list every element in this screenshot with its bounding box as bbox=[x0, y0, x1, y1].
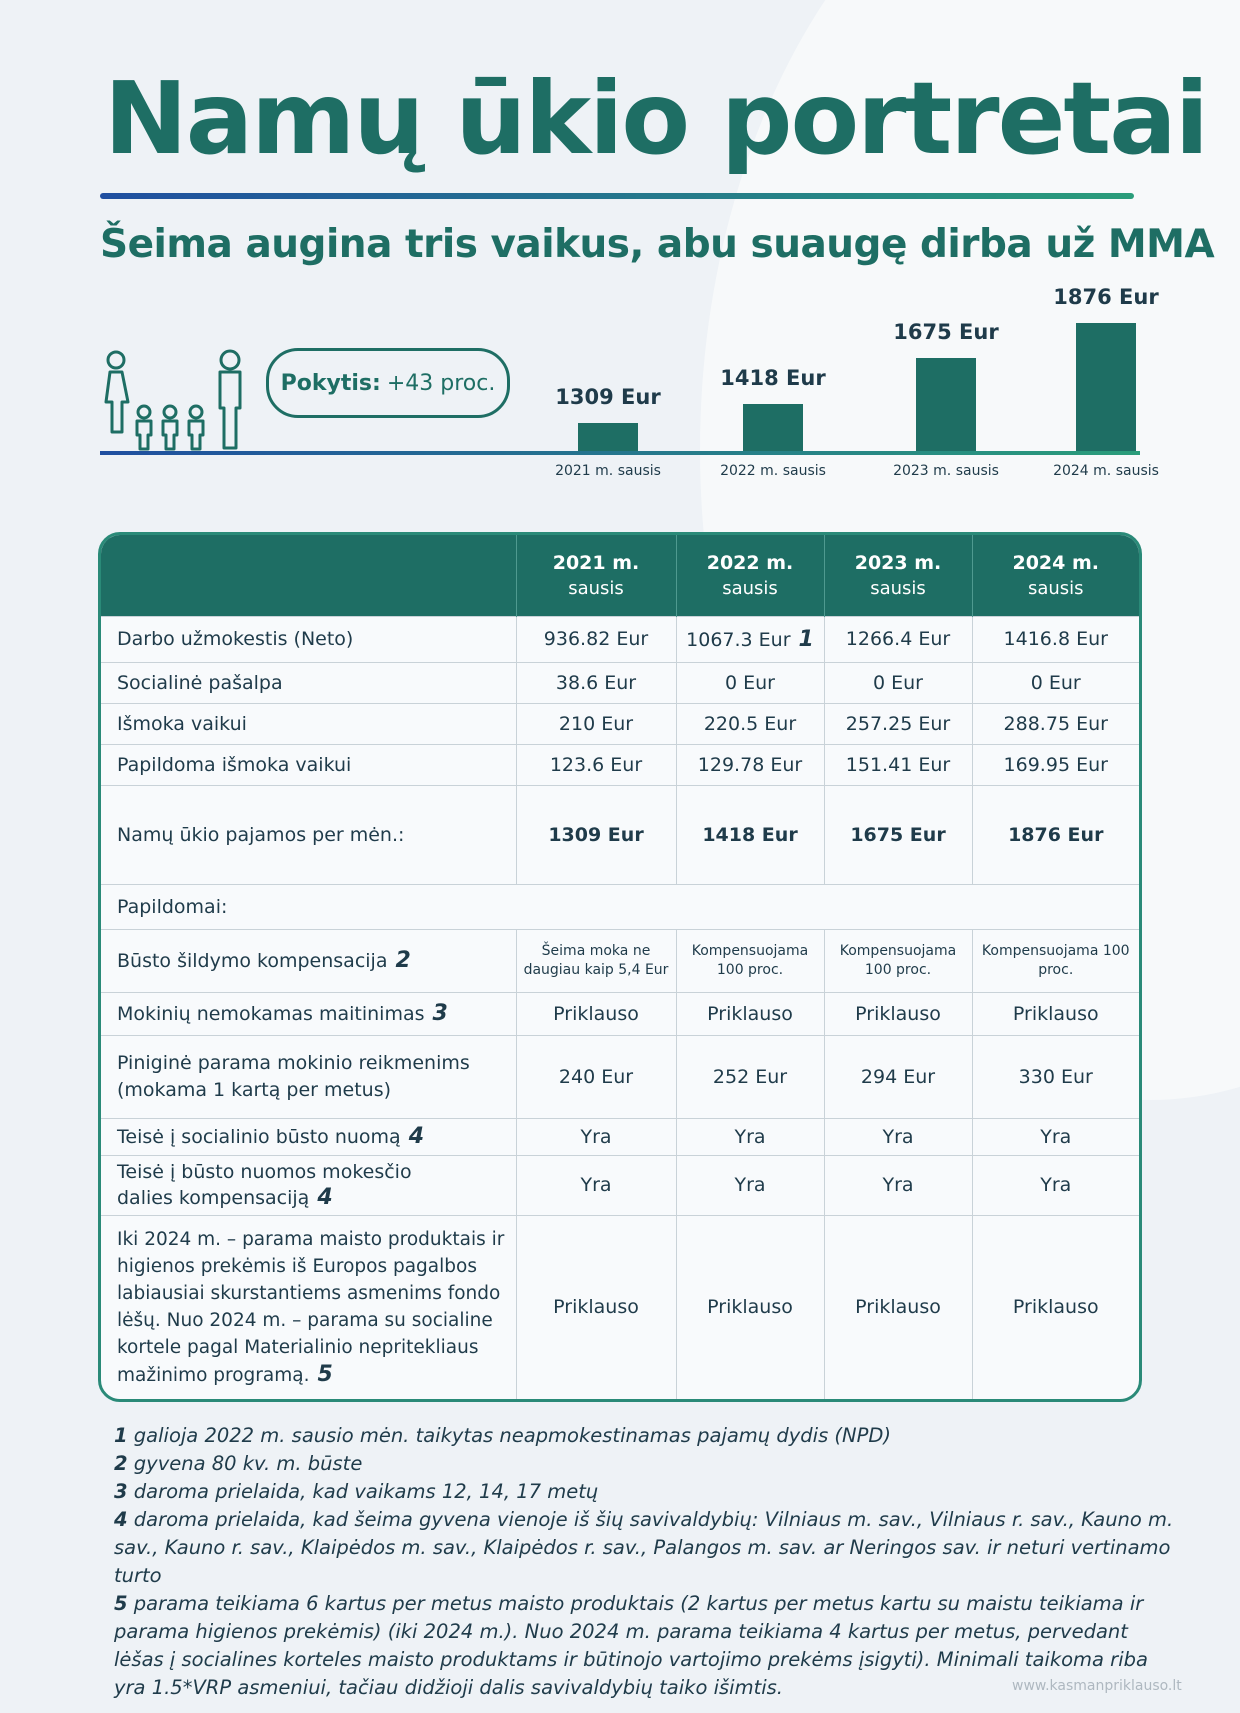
title-divider bbox=[100, 193, 1134, 199]
table-header-empty bbox=[101, 535, 516, 616]
table-cell: Priklauso bbox=[824, 992, 972, 1035]
table-cell: 1418 Eur bbox=[676, 785, 824, 884]
footnote-marker: 4 bbox=[317, 1184, 333, 1210]
table-cell: Priklauso bbox=[972, 992, 1139, 1035]
table-row-income bbox=[101, 785, 1139, 884]
table-header-2023 bbox=[824, 535, 972, 616]
row-label: Papildoma išmoka vaikui bbox=[101, 744, 516, 785]
table-cell: Yra bbox=[824, 1155, 972, 1215]
footnote-marker: 4 bbox=[408, 1124, 425, 1149]
table-cell: Yra bbox=[516, 1155, 676, 1215]
table-cell: 0 Eur bbox=[972, 662, 1139, 703]
bar-category-2021: 2021 m. sausis bbox=[555, 463, 661, 479]
bar-category-2022: 2022 m. sausis bbox=[720, 463, 826, 479]
table-cell: Yra bbox=[824, 1118, 972, 1155]
table-cell: 240 Eur bbox=[516, 1035, 676, 1118]
footnote-marker: 5 bbox=[317, 1361, 333, 1387]
table-cell: 169.95 Eur bbox=[972, 744, 1139, 785]
bar-value-label-2023: 1675 Eur bbox=[893, 320, 999, 345]
bar-2024 bbox=[1076, 323, 1136, 451]
table-row-meals bbox=[101, 992, 1139, 1035]
row-label bbox=[101, 1215, 516, 1399]
table-cell: 210 Eur bbox=[516, 703, 676, 744]
footnote-marker: 3 bbox=[432, 1001, 448, 1026]
row-label bbox=[101, 1155, 516, 1215]
table-cell: 330 Eur bbox=[972, 1035, 1139, 1118]
table-cell: Šeima moka ne daugiau kaip 5,4 Eur bbox=[516, 929, 676, 992]
table-row-housing bbox=[101, 1118, 1139, 1155]
table-cell bbox=[676, 616, 824, 662]
table-cell: Priklauso bbox=[516, 1215, 676, 1399]
footnote-number: 3 bbox=[114, 1480, 128, 1503]
table-cell: 0 Eur bbox=[824, 662, 972, 703]
table-row-food bbox=[101, 1215, 1139, 1399]
row-label bbox=[101, 1118, 516, 1155]
table-cell: 1266.4 Eur bbox=[824, 616, 972, 662]
footnotes bbox=[114, 1422, 1174, 1702]
table-cell: 1876 Eur bbox=[972, 785, 1139, 884]
table-row-child bbox=[101, 703, 1139, 744]
table-cell: Kompensuojama 100 proc. bbox=[676, 929, 824, 992]
footnote-item bbox=[114, 1478, 1174, 1506]
row-label-text: Teisė į būsto nuomos mokesčio dalies kompensaciją bbox=[117, 1160, 412, 1209]
bar-value-label-2024: 1876 Eur bbox=[1053, 285, 1159, 309]
family-icon bbox=[100, 348, 250, 452]
table-cell: Kompensuojama 100 proc. bbox=[824, 929, 972, 992]
table-cell: 1416.8 Eur bbox=[972, 616, 1139, 662]
footnote-item bbox=[114, 1422, 1174, 1450]
table-cell: Yra bbox=[676, 1118, 824, 1155]
bar-2022 bbox=[743, 404, 803, 451]
footnote-number: 2 bbox=[114, 1452, 128, 1475]
table-cell: 1675 Eur bbox=[824, 785, 972, 884]
row-label bbox=[101, 992, 516, 1035]
table-cell: Yra bbox=[972, 1118, 1139, 1155]
table-row-heating bbox=[101, 929, 1139, 992]
table-row-social bbox=[101, 662, 1139, 703]
table-cell: Yra bbox=[676, 1155, 824, 1215]
table-row-rent bbox=[101, 1155, 1139, 1215]
bar-category-2023: 2023 m. sausis bbox=[893, 463, 999, 479]
header-year: 2022 m. bbox=[706, 551, 794, 574]
table-cell: Priklauso bbox=[676, 1215, 824, 1399]
change-label: Pokytis: bbox=[280, 370, 381, 396]
change-value: +43 proc. bbox=[386, 370, 496, 396]
table-row-additional bbox=[101, 884, 1139, 929]
footnote-text: daroma prielaida, kad vaikams 12, 14, 17 metų bbox=[133, 1480, 599, 1503]
footnote-text: gyvena 80 kv. m. būste bbox=[133, 1452, 363, 1475]
row-label: Darbo užmokestis (Neto) bbox=[101, 616, 516, 662]
table-cell: Priklauso bbox=[824, 1215, 972, 1399]
table-row-wage bbox=[101, 616, 1139, 662]
table-cell: Yra bbox=[972, 1155, 1139, 1215]
footnote-text: parama teikiama 6 kartus per metus maisto produktais (2 kartus per metus kartu su maistu teikiama ir parama higienos prekėmis) (iki 2024 m.). Nuo 2024 m. parama teikiama 4 kartus per metus, pervedant lėšas į socialines korteles maisto produktams ir būtinojo vartojimo prekėms įsigyti). Minimali taikoma riba yra 1.5*VRP asmeniui, tačiau didžioji dalis savivaldybių taiko išimtis. bbox=[114, 1592, 1148, 1699]
table-row-child-extra bbox=[101, 744, 1139, 785]
benefits-table bbox=[98, 532, 1142, 1402]
page-title: Namų ūkio portretai bbox=[104, 60, 1207, 177]
header-year: 2023 m. bbox=[854, 551, 942, 574]
page-subtitle: Šeima augina tris vaikus, abu suaugę dirba už MMA bbox=[100, 222, 1215, 267]
table-cell: 0 Eur bbox=[676, 662, 824, 703]
footnote-marker: 2 bbox=[395, 948, 411, 973]
row-label bbox=[101, 929, 516, 992]
table-cell: 1309 Eur bbox=[516, 785, 676, 884]
table-cell: 151.41 Eur bbox=[824, 744, 972, 785]
row-label-text: Mokinių nemokamas maitinimas bbox=[117, 1003, 425, 1025]
row-label: Išmoka vaikui bbox=[101, 703, 516, 744]
table-cell: 294 Eur bbox=[824, 1035, 972, 1118]
footnote-marker: 1 bbox=[798, 626, 814, 652]
footnote-number: 1 bbox=[114, 1424, 128, 1447]
table-cell: Yra bbox=[516, 1118, 676, 1155]
section-label: Papildomai: bbox=[101, 884, 1139, 929]
table-cell: Priklauso bbox=[972, 1215, 1139, 1399]
bar-2023 bbox=[916, 358, 976, 451]
table-header-row bbox=[101, 535, 1139, 616]
watermark: www.kasmanpriklauso.lt bbox=[1012, 1678, 1182, 1694]
table-header-2024 bbox=[972, 535, 1139, 616]
table-cell: 38.6 Eur bbox=[516, 662, 676, 703]
row-label: Namų ūkio pajamos per mėn.: bbox=[101, 785, 516, 884]
table-cell: 257.25 Eur bbox=[824, 703, 972, 744]
table-row-school bbox=[101, 1035, 1139, 1118]
table-cell: 936.82 Eur bbox=[516, 616, 676, 662]
header-month: sausis bbox=[870, 577, 926, 599]
table-cell: 123.6 Eur bbox=[516, 744, 676, 785]
table-cell: 288.75 Eur bbox=[972, 703, 1139, 744]
header-month: sausis bbox=[1027, 577, 1084, 599]
table-cell: 220.5 Eur bbox=[676, 703, 824, 744]
table-cell: 129.78 Eur bbox=[676, 744, 824, 785]
table-cell: Kompensuojama 100 proc. bbox=[972, 929, 1139, 992]
footnote-item bbox=[114, 1506, 1174, 1590]
table-header-2022 bbox=[676, 535, 824, 616]
cell-value: 1067.3 Eur bbox=[686, 628, 791, 651]
footnote-item bbox=[114, 1450, 1174, 1478]
table-cell: Priklauso bbox=[516, 992, 676, 1035]
footnote-text: galioja 2022 m. sausio mėn. taikytas neapmokestinamas pajamų dydis (NPD) bbox=[133, 1424, 892, 1447]
table-header-2021 bbox=[516, 535, 676, 616]
row-label: Socialinė pašalpa bbox=[101, 662, 516, 703]
table-cell: 252 Eur bbox=[676, 1035, 824, 1118]
table-cell: Priklauso bbox=[676, 992, 824, 1035]
bar-value-label-2022: 1418 Eur bbox=[720, 365, 826, 390]
header-month: sausis bbox=[568, 577, 624, 599]
row-label-text: Teisė į socialinio būsto nuomą bbox=[117, 1126, 401, 1148]
bar-value-label-2021: 1309 Eur bbox=[555, 384, 661, 409]
row-label: Piniginė parama mokinio reikmenims (mokama 1 kartą per metus) bbox=[101, 1035, 516, 1118]
header-year: 2024 m. bbox=[1012, 551, 1099, 574]
header-year: 2021 m. bbox=[552, 551, 640, 574]
chart-baseline bbox=[100, 451, 1140, 455]
row-label-text: Būsto šildymo kompensacija bbox=[117, 950, 388, 972]
footnote-number: 4 bbox=[114, 1508, 128, 1531]
footnote-number: 5 bbox=[114, 1592, 128, 1615]
bar-2021 bbox=[578, 423, 638, 451]
bar-category-2024: 2024 m. sausis bbox=[1053, 463, 1159, 479]
footnote-text: daroma prielaida, kad šeima gyvena vienoje iš šių savivaldybių: Vilniaus m. sav., Vilniaus r. sav., Kauno m. sav., Kauno r. sav., Klaipėdos m. sav., Klaipėdos r. sav., Palangos m. sav. ar Neringos sav. ir neturi vertinamo turto bbox=[114, 1508, 1174, 1587]
row-label-text: Iki 2024 m. – parama maisto produktais ir higienos prekėmis iš Europos pagalbos labiausiai skurstantiems asmenims fondo lėšų. Nuo 2024 m. – parama su socialine kortele pagal Materialinio nepritekliaus mažinimo programą. bbox=[117, 1228, 505, 1386]
header-month: sausis bbox=[722, 577, 778, 599]
change-pill bbox=[266, 348, 510, 418]
